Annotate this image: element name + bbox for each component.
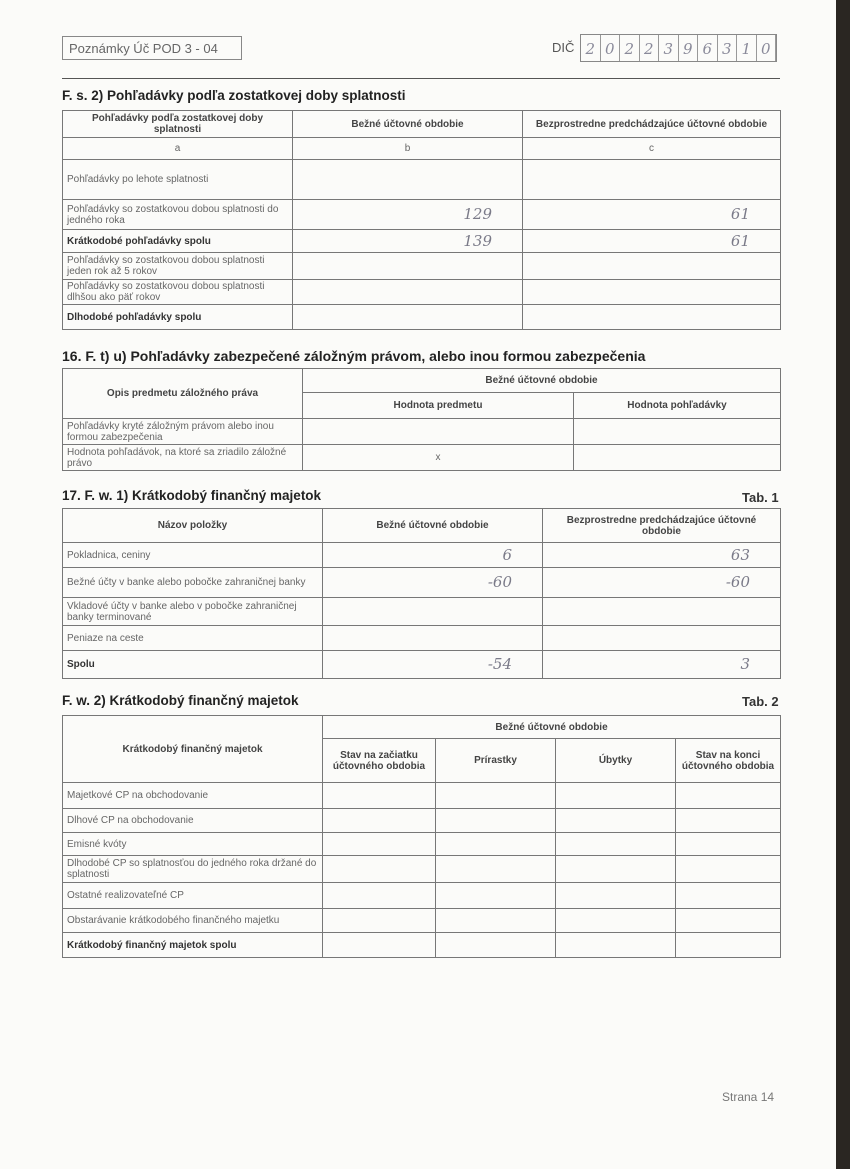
group-header: Bežné účtovné obdobie [323, 716, 781, 739]
value-cell [323, 909, 436, 933]
value-current [293, 160, 523, 200]
value-receivable [574, 419, 781, 445]
col-header: Krátkodobý finančný majetok [63, 716, 323, 783]
value-current [293, 253, 523, 280]
col-header: Bežné účtovné obdobie [293, 111, 523, 138]
row-label: Obstarávanie krátkodobého finančného majetku [63, 909, 323, 933]
value-cell [676, 856, 781, 883]
col-header: Stav na konci účtovného obdobia [676, 739, 781, 783]
value-cell [323, 933, 436, 958]
value-cell [676, 933, 781, 958]
row-label: Krátkodobý finančný majetok spolu [63, 933, 323, 958]
table-row [63, 651, 781, 679]
value-cell [676, 809, 781, 833]
value-subject: x [303, 445, 574, 471]
table-row [63, 230, 781, 253]
row-label: Spolu [63, 651, 323, 679]
section2-title: 16. F. t) u) Pohľadávky zabezpečené záložným právom, alebo inou formou zabezpečenia [62, 348, 646, 364]
value-cell [556, 933, 676, 958]
value-cell [676, 909, 781, 933]
row-label: Ostatné realizovateľné CP [63, 883, 323, 909]
col-header: Bezprostredne predchádzajúce účtovné obdobie [523, 111, 781, 138]
dic-digit: 6 [698, 35, 718, 61]
table-row [63, 809, 781, 833]
table-row [63, 909, 781, 933]
value-cell [676, 883, 781, 909]
page-number: Strana 14 [722, 1090, 775, 1104]
divider [62, 78, 780, 79]
value-previous: -60 [543, 568, 781, 598]
dic-label: DIČ [552, 40, 575, 55]
table-row [63, 445, 781, 471]
row-label: Pohľadávky so zostatkovou dobou splatnosti do jedného roka [63, 200, 293, 230]
table-short-term-financial-1 [62, 508, 781, 679]
value-cell [556, 856, 676, 883]
table-row [63, 280, 781, 305]
table-row [63, 933, 781, 958]
table-row [63, 626, 781, 651]
value-previous [543, 598, 781, 626]
col-header: Bezprostredne predchádzajúce účtovné obdobie [543, 509, 781, 543]
col-header: Úbytky [556, 739, 676, 783]
section4-title: F. w. 2) Krátkodobý finančný majetok [62, 693, 299, 708]
col-header: Opis predmetu záložného práva [63, 369, 303, 419]
value-current: 139 [293, 230, 523, 253]
row-label: Pohľadávky po lehote splatnosti [63, 160, 293, 200]
row-label: Dlhodobé CP so splatnosťou do jedného roka držané do splatnosti [63, 856, 323, 883]
tab-label: Tab. 1 [742, 490, 779, 505]
row-label: Dlhové CP na obchodovanie [63, 809, 323, 833]
col-header: Bežné účtovné obdobie [323, 509, 543, 543]
value-cell [556, 833, 676, 856]
value-current: 6 [323, 543, 543, 568]
value-cell [436, 833, 556, 856]
value-current: -54 [323, 651, 543, 679]
col-header: Stav na začiatku účtovného obdobia [323, 739, 436, 783]
table-row [63, 543, 781, 568]
row-label: Bežné účty v banke alebo pobočke zahraničnej banky [63, 568, 323, 598]
dic-digit: 3 [718, 35, 738, 61]
table-row [63, 160, 781, 200]
value-current [323, 626, 543, 651]
value-cell [323, 809, 436, 833]
value-cell [323, 856, 436, 883]
col-letter: c [523, 138, 781, 160]
col-header: Hodnota pohľadávky [574, 393, 781, 419]
table-row [63, 856, 781, 883]
col-letter: b [293, 138, 523, 160]
dic-digit: 2 [620, 35, 640, 61]
value-current: 129 [293, 200, 523, 230]
table-row [63, 883, 781, 909]
col-header: Názov položky [63, 509, 323, 543]
value-previous: 61 [523, 200, 781, 230]
tab-label: Tab. 2 [742, 694, 779, 709]
col-header: Pohľadávky podľa zostatkovej doby splatnosti [63, 111, 293, 138]
value-cell [436, 883, 556, 909]
dic-digit: 0 [601, 35, 621, 61]
scan-edge [836, 0, 850, 1169]
value-cell [676, 833, 781, 856]
row-label: Vkladové účty v banke alebo v pobočke zahraničnej banky terminované [63, 598, 323, 626]
dic-digit: 1 [737, 35, 757, 61]
value-current [293, 305, 523, 330]
dic-digit: 2 [581, 35, 601, 61]
section1-title: F. s. 2) Pohľadávky podľa zostatkovej doby splatnosti [62, 88, 406, 103]
value-current [293, 280, 523, 305]
value-previous [523, 160, 781, 200]
col-header: Hodnota predmetu [303, 393, 574, 419]
value-current: -60 [323, 568, 543, 598]
row-label: Pohľadávky so zostatkovou dobou splatnosti dlhšou ako päť rokov [63, 280, 293, 305]
value-cell [323, 883, 436, 909]
value-cell [323, 833, 436, 856]
form-label: Poznámky Úč POD 3 - 04 [62, 36, 242, 60]
dic-digit: 9 [679, 35, 699, 61]
value-subject [303, 419, 574, 445]
value-cell [436, 856, 556, 883]
value-previous [523, 253, 781, 280]
value-cell [676, 783, 781, 809]
value-cell [556, 909, 676, 933]
value-cell [323, 783, 436, 809]
dic-digit: 3 [659, 35, 679, 61]
row-label: Dlhodobé pohľadávky spolu [63, 305, 293, 330]
col-letter: a [63, 138, 293, 160]
col-header: Prírastky [436, 739, 556, 783]
row-label: Pohľadávky kryté záložným právom alebo inou formou zabezpečenia [63, 419, 303, 445]
dic-digit: 2 [640, 35, 660, 61]
row-label: Pohľadávky so zostatkovou dobou splatnosti jeden rok až 5 rokov [63, 253, 293, 280]
value-previous [523, 305, 781, 330]
value-current [323, 598, 543, 626]
value-previous [543, 626, 781, 651]
table-row [63, 419, 781, 445]
table-short-term-financial-2 [62, 715, 781, 958]
value-receivable [574, 445, 781, 471]
section3-title: 17. F. w. 1) Krátkodobý finančný majetok [62, 488, 322, 503]
table-row [63, 305, 781, 330]
value-cell [556, 783, 676, 809]
row-label: Peniaze na ceste [63, 626, 323, 651]
value-previous [523, 280, 781, 305]
value-previous: 3 [543, 651, 781, 679]
table-row [63, 568, 781, 598]
row-label: Krátkodobé pohľadávky spolu [63, 230, 293, 253]
value-cell [556, 883, 676, 909]
row-label: Majetkové CP na obchodovanie [63, 783, 323, 809]
value-cell [436, 809, 556, 833]
group-header: Bežné účtovné obdobie [303, 369, 781, 393]
row-label: Pokladnica, ceniny [63, 543, 323, 568]
dic-digit: 0 [757, 35, 777, 61]
table-row [63, 833, 781, 856]
value-previous: 63 [543, 543, 781, 568]
value-cell [436, 933, 556, 958]
table-row [63, 200, 781, 230]
table-secured-receivables [62, 368, 781, 471]
value-cell [436, 909, 556, 933]
value-cell [556, 809, 676, 833]
value-cell [436, 783, 556, 809]
table-row [63, 253, 781, 280]
table-row [63, 783, 781, 809]
value-previous: 61 [523, 230, 781, 253]
row-label: Emisné kvóty [63, 833, 323, 856]
dic-boxes [580, 34, 777, 62]
table-row [63, 598, 781, 626]
row-label: Hodnota pohľadávok, na ktoré sa zriadilo záložné právo [63, 445, 303, 471]
table-receivables-maturity [62, 110, 781, 330]
